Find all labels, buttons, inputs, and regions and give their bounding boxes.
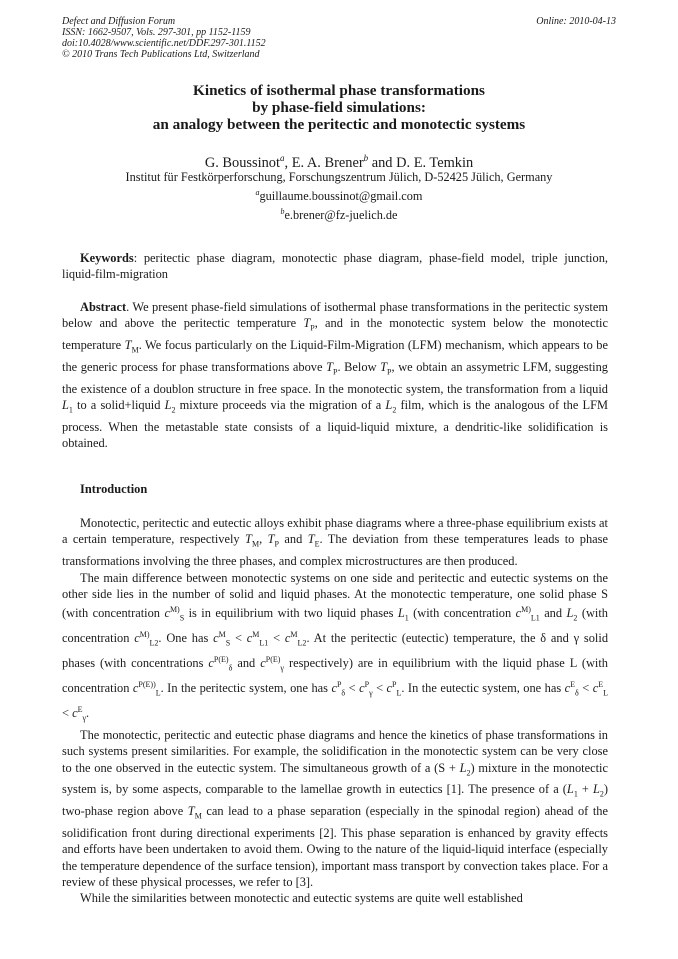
keywords-label: Keywords <box>80 251 134 265</box>
introduction-body <box>62 515 608 907</box>
keywords-text: : peritectic phase diagram, monotectic phase diagram, phase-field model, triple junction, liquid-film-migration <box>62 251 608 282</box>
author-1-marker: a <box>279 153 285 163</box>
intro-paragraph-4: While the similarities between monotectic and eutectic systems are quite well established <box>80 891 523 906</box>
journal-name: Defect and Diffusion Forum <box>62 16 176 27</box>
author-3: D. E. Temkin <box>396 154 474 171</box>
author-2-marker: b <box>363 153 369 163</box>
abstract-section <box>62 299 608 452</box>
email-b-marker: b <box>280 207 285 217</box>
author-separator: , <box>284 154 292 171</box>
doi-line: doi:10.4028/www.scientific.net/DDF.297-301.1152 <box>62 38 266 49</box>
introduction-heading: Introduction <box>80 482 148 496</box>
title-line-1: Kinetics of isothermal phase transformations <box>193 82 485 99</box>
email-b-line <box>62 204 616 223</box>
issn-line: ISSN: 1662-9507, Vols. 297-301, pp 1152-1159 <box>62 27 251 38</box>
copyright-line: © 2010 Trans Tech Publications Ltd, Switzerland <box>62 49 260 60</box>
email-a: guillaume.boussinot@gmail.com <box>259 189 423 204</box>
author-2: E. A. Brener <box>291 154 364 171</box>
abstract-label: Abstract <box>80 300 127 314</box>
online-date: Online: 2010-04-13 <box>536 16 616 27</box>
paper-title <box>62 82 616 133</box>
title-line-3: an analogy between the peritectic and monotectic systems <box>152 116 526 133</box>
intro-paragraph-2: The main difference between monotectic systems on one side and peritectic and eutectic systems on the other side lies in the number of solid and liquid phases. At the monotectic temperature, one solid phase S (with concentration $c^{M)}_S$ is in equilibrium with two liquid phases $L_1$ (with concentration $c^{M)}_{L1}$ and $L_2$ (with concentration $c^{M)}_{L2}$. One has $c^M_S < c^M_{L1} < c^M_{L2}$. At the peritectic (eutectic) temperature, the δ and γ solid phases (with concentrations $c^{P(E)}_\delta$ and $c^{P(E)}_\gamma$ respectively) are in equilibrium with the liquid phase L (with concentration $c^{P(E))}_L$. In the peritectic system, one has $c^P_\delta < c^P_\gamma < c^P_L$. In the eutectic system, one has $c^E_\delta < c^E_L < c^E_\gamma$. <box>62 570 609 723</box>
intro-paragraph-3: The monotectic, peritectic and eutectic phase diagrams and hence the kinetics of phase transformations in such systems present similarities. For example, the solidification in the monotectic system can be very close to the one observed in the eutectic system. The simultaneous growth of a $(S + L_2)$ mixture in the monotectic system is, by some aspects, comparable to the lamellae growth in eutectics [1]. The presence of a $(L_1 + L_2)$ two-phase region above $T_M$ can lead to a phase separation (especially in the spinodal region) ahead of the solidification front during directional experiments [2]. This phase separation is enhanced by gravity effects and efforts have been undertaken to avoid them. Owing to the nature of the liquid-liquid interface (especially the temperature dependence of the surface tension), important mass transport by convection takes place. For a review of these physical processes, we refer to [3]. <box>62 727 608 890</box>
email-a-line <box>62 185 616 204</box>
abstract-text: . We present phase-field simulations of isothermal phase transformations in the peritectic system below and above the peritectic temperature $T_P$, and in the monotectic system below the monotectic temperature $T_M$. We focus particularly on the Liquid-Film-Migration (LFM) mechanism, which appears to be the generic process for phase transformations above $T_P$. Below $T_P$, we obtain an assymetric LFM, suggesting the existence of a doublon structure in free space. In the monotectic system, the transformation from a liquid $L_1$ to a solid+liquid $L_2$ mixture proceeds via the migration of a $L_2$ film, which is the analogous of the LFM process. When the metastable state consists of a liquid-liquid mixture, a dendritic-like solidification is obtained. <box>62 300 608 451</box>
email-a-marker: a <box>255 188 260 197</box>
author-separator-and: and <box>368 154 397 171</box>
affiliations <box>62 169 616 223</box>
journal-metadata <box>62 16 622 60</box>
email-b: e.brener@fz-juelich.de <box>284 208 398 223</box>
institute: Institut für Festkörperforschung, Forschungszentrum Jülich, D-52425 Jülich, Germany <box>125 170 553 184</box>
keywords-section <box>62 250 608 283</box>
author-1: G. Boussinot <box>204 154 280 171</box>
intro-paragraph-1: Monotectic, peritectic and eutectic alloys exhibit phase diagrams where a three-phase equilibrium exists at a certain temperature, respectively $T_M$, $T_P$ and $T_E$. The deviation from these temperatures leads to phase transformations involving the three phases, and complex microstructures are then produced. <box>62 516 608 569</box>
title-line-2: by phase-field simulations: <box>252 99 426 116</box>
